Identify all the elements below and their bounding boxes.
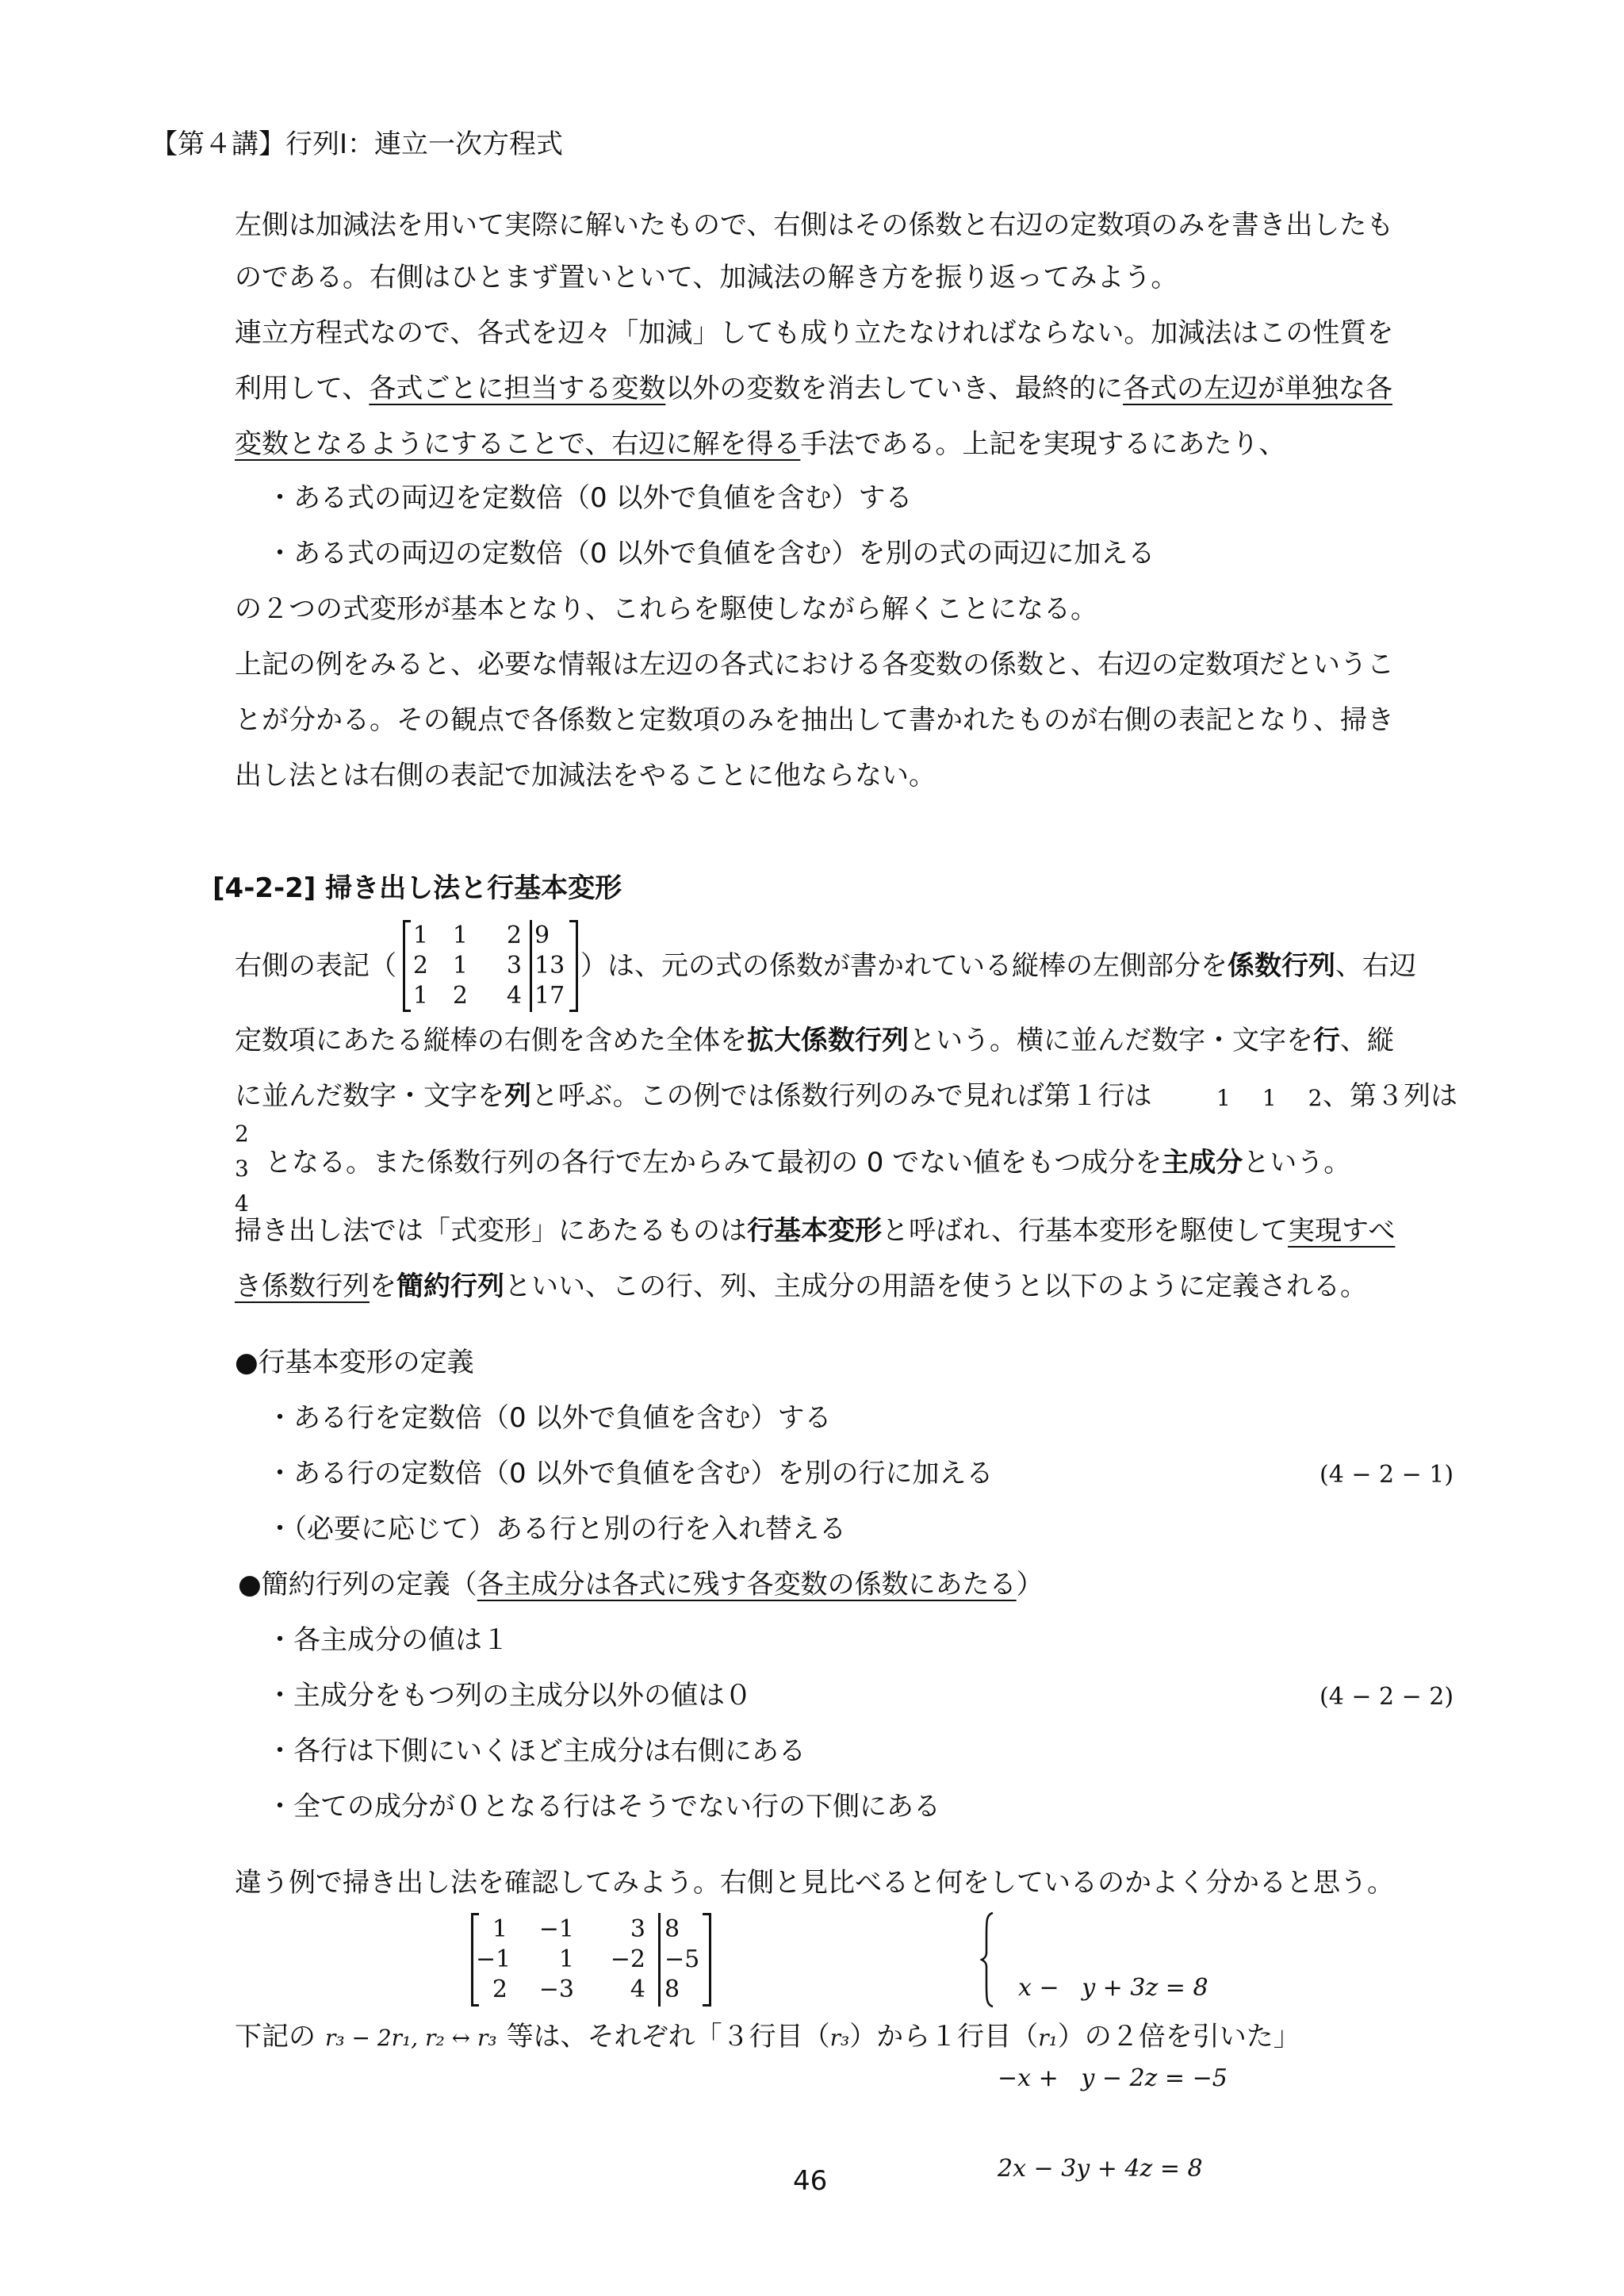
matrix-cell: −3 (538, 1976, 574, 2003)
section-p3-c: と呼ぶ。この例では係数行列のみで見れば第１行は (531, 1080, 1152, 1112)
section-p4 (265, 1147, 1350, 1179)
matrix-cell: −1 (476, 1945, 511, 1973)
equation-line: −x + y − 2z = −5 (998, 2064, 1228, 2092)
def1-title: ●行基本変形の定義 (235, 1347, 474, 1378)
section-p1-rest (580, 950, 1416, 982)
section-p2-e: 、縦 (1340, 1025, 1394, 1056)
matrix2-divider (658, 1913, 661, 2007)
last-line-d: ）の２倍を引いた」 (1057, 2021, 1300, 2053)
matrix-cell: 1 (412, 922, 428, 949)
section-p3 (235, 1080, 1152, 1112)
col3-value: 2 (235, 1121, 249, 1147)
augmented-matrix-1 (403, 920, 580, 1012)
left-brace-icon (980, 1911, 996, 2008)
section-p6-a: き係数行列 (235, 1271, 370, 1302)
matrix-cell: 2 (452, 982, 468, 1010)
row1-values (1216, 1085, 1322, 1112)
col3-value: 3 (235, 1156, 249, 1182)
matrix-cell: 1 (492, 1915, 508, 1943)
matrix1-right-bracket (576, 920, 578, 1012)
term-column: 列 (504, 1080, 531, 1112)
intro-bullet-1: ・ある式の両辺を定数倍（0 以外で負値を含む）する (266, 482, 913, 514)
intro-line-3: 連立方程式なので、各式を辺々「加減」しても成り立たなければならない。加減法はこの性質を (235, 317, 1394, 349)
def2-title-c: ） (1016, 1569, 1044, 1600)
last-line-c: ）から１行目（ (849, 2021, 1039, 2053)
section-p6 (235, 1271, 1367, 1302)
section-p1-d: 、右辺 (1335, 950, 1416, 982)
section-p2-c: という。横に並んだ数字・文字を (909, 1025, 1313, 1056)
equation-line: x − y + 3z = 8 (1018, 1974, 1208, 2002)
intro-line-8: とが分かる。その観点で各係数と定数項のみを抽出して書かれたものが右側の表記となり、掃き (235, 704, 1394, 736)
matrix2-right-bracket (709, 1913, 711, 2007)
matrix-cell: 3 (506, 952, 522, 979)
term-pivot: 主成分 (1162, 1147, 1243, 1179)
def2-title (238, 1569, 1044, 1600)
term-augmented-matrix: 拡大係数行列 (747, 1025, 909, 1056)
page-header: 【第４講】行列Ⅰ：連立一次方程式 (151, 128, 564, 160)
section-p2-a: 定数項にあたる縦棒の右側を含めた全体を (235, 1025, 747, 1056)
def2-item: ・各主成分の値は１ (266, 1624, 509, 1656)
matrix-cell: 1 (412, 982, 428, 1010)
last-line-math: r₃ − 2r₁, r₂ ↔ r₃ (325, 2025, 497, 2051)
row1-value: 1 (1216, 1085, 1231, 1111)
page-number: 46 (793, 2165, 828, 2197)
def1-equation-number: (4 − 2 − 1) (1320, 1461, 1454, 1489)
section-p3-d: 、第３列は (1323, 1080, 1457, 1112)
section-p5-a: 掃き出し法では「式変形」にあたるものは (235, 1215, 747, 1247)
intro-line-4-d: 各式の左辺が単独な各 (1122, 373, 1392, 404)
col3-values (235, 1117, 249, 1221)
intro-line-4-c: 以外の変数を消去していき、最終的に (665, 373, 1123, 404)
matrix-cell: −5 (665, 1945, 700, 1973)
section-p5 (235, 1215, 1395, 1247)
section-p5-d: 実現すべ (1288, 1215, 1396, 1247)
term-row-operation: 行基本変形 (747, 1215, 882, 1247)
def2-title-a: ●簡約行列の定義（ (238, 1569, 477, 1600)
matrix-cell: 13 (534, 952, 565, 979)
section-p5-c: と呼ばれ、行基本変形を駆使して (882, 1215, 1289, 1247)
matrix-cell: 4 (506, 982, 522, 1010)
matrix1-left-bracket (403, 920, 405, 1012)
matrix2-left-bracket (471, 1913, 473, 2007)
matrix-cell: 2 (412, 952, 428, 979)
section-p1-b: ）は、元の式の係数が書かれている縦棒の左側部分を (580, 950, 1228, 982)
section-title: [4-2-2] 掃き出し法と行基本変形 (213, 872, 622, 904)
matrix-cell: 2 (492, 1976, 508, 2003)
matrix-cell: 1 (558, 1945, 574, 1973)
section-p6-d: といい、この行、列、主成分の用語を使うと以下のように定義される。 (504, 1271, 1367, 1302)
matrix-cell: 3 (630, 1915, 645, 1943)
example-intro: 違う例で掃き出し法を確認してみよう。右側と見比べると何をしているのかよく分かると思う。 (235, 1867, 1394, 1899)
last-line-b: 等は、それぞれ「３行目（ (506, 2021, 830, 2053)
intro-line-5 (235, 428, 1285, 460)
section-p3-a: に並んだ数字・文字を (235, 1080, 504, 1112)
col3-value: 4 (235, 1190, 249, 1217)
section-p4-c: という。 (1243, 1147, 1351, 1179)
def2-item: ・各行は下側にいくほど主成分は右側にある (266, 1735, 806, 1767)
intro-line-6: の２つの式変形が基本となり、これらを駆使しながら解くことになる。 (235, 593, 1097, 625)
section-p6-b: を (370, 1271, 396, 1302)
intro-line-1: 左側は加減法を用いて実際に解いたもので、右側はその係数と右辺の定数項のみを書き出したも (235, 209, 1394, 241)
def1-item: ・ある行を定数倍（0 以外で負値を含む）する (266, 1402, 832, 1434)
def1-item: ・ある行の定数倍（0 以外で負値を含む）を別の行に加える (266, 1458, 994, 1489)
last-line-r3: r₃ (829, 2025, 850, 2051)
intro-line-5-b: 手法である。上記を実現するにあたり、 (800, 428, 1286, 460)
def1-item: ・（必要に応じて）ある行と別の行を入れ替える (266, 1513, 846, 1545)
row1-value: 2 (1308, 1085, 1323, 1111)
def2-item: ・主成分をもつ列の主成分以外の値は０ (266, 1680, 752, 1711)
matrix-cell: 8 (665, 1915, 680, 1943)
intro-line-5-a: 変数となるようにすることで、右辺に解を得る (235, 428, 801, 460)
section-p2 (235, 1025, 1394, 1056)
matrix-cell: 9 (534, 922, 550, 949)
matrix-cell: −1 (538, 1915, 574, 1943)
last-line-r1: r₁ (1038, 2025, 1058, 2051)
augmented-matrix-2 (471, 1913, 717, 2007)
matrix1-divider (530, 920, 532, 1012)
equation-line: 2x − 3y + 4z = 8 (998, 2155, 1203, 2183)
last-line-a: 下記の (235, 2021, 316, 2053)
matrix-cell: 1 (452, 922, 468, 949)
intro-bullet-2: ・ある式の両辺の定数倍（0 以外で負値を含む）を別の式の両辺に加える (266, 538, 1155, 569)
intro-line-4-b: 各式ごとに担当する変数 (369, 373, 666, 404)
term-reduced-matrix: 簡約行列 (396, 1271, 504, 1302)
intro-line-9: 出し法とは右側の表記で加減法をやることに他ならない。 (235, 760, 936, 792)
intro-line-4 (235, 373, 1392, 404)
def2-title-b: 各主成分は各式に残す各変数の係数にあたる (477, 1569, 1017, 1600)
row1-value: 1 (1262, 1085, 1277, 1111)
matrix-cell: 4 (630, 1976, 645, 2003)
intro-line-2: のである。右側はひとまず置いといて、加減法の解き方を振り返ってみよう。 (235, 262, 1178, 293)
example-last-line (235, 2021, 1300, 2054)
matrix-cell: 17 (534, 982, 565, 1010)
section-p4-a: となる。また係数行列の各行で左からみて最初の 0 でない値をもつ成分を (265, 1147, 1162, 1179)
def2-item: ・全ての成分が０となる行はそうでない行の下側にある (266, 1791, 940, 1823)
term-coefficient-matrix: 係数行列 (1228, 950, 1335, 982)
matrix-cell: −2 (610, 1945, 645, 1973)
matrix-cell: 2 (506, 922, 522, 949)
matrix-cell: 8 (665, 1976, 680, 2003)
section-p1-a: 右側の表記（ (235, 950, 396, 982)
intro-line-4-a: 利用して、 (235, 373, 370, 404)
term-row: 行 (1313, 1025, 1340, 1056)
def2-equation-number: (4 − 2 − 2) (1320, 1683, 1454, 1711)
matrix-cell: 1 (452, 952, 468, 979)
intro-line-7: 上記の例をみると、必要な情報は左辺の各式における各変数の係数と、右辺の定数項だというこ (235, 649, 1394, 680)
